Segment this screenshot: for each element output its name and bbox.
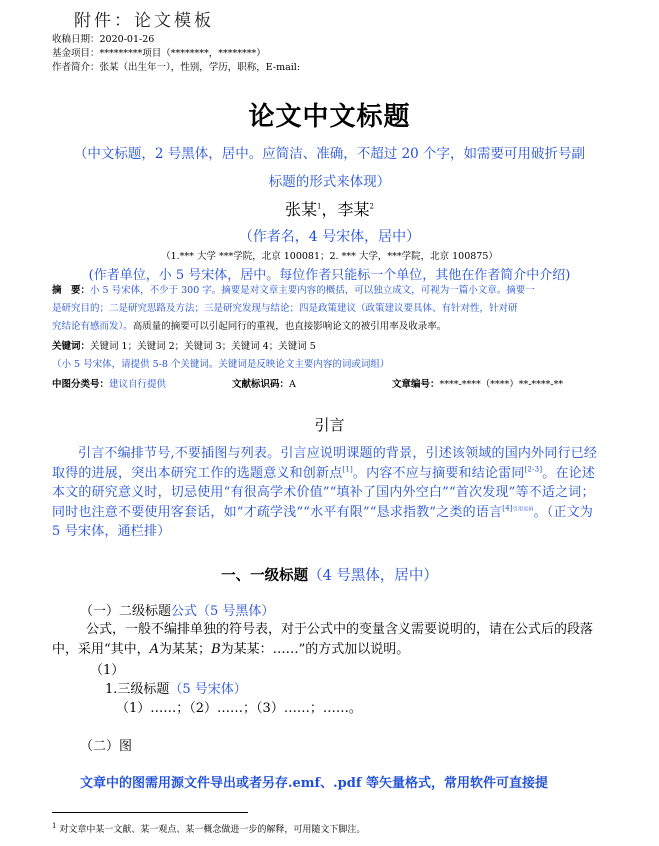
formula-text-2: 为某某； [159,641,212,657]
abstract-line1 [52,284,535,297]
author-intro-label: 作者简介： [52,62,100,73]
author-intro-line [52,61,300,74]
title-note-line1: （中文标题，2 号黑体，居中。应简洁、准确，不超过 20 个字，如需要可用破折号副 [73,146,586,162]
intro-heading: 引言 [314,416,345,434]
formula-text-1: 公式，一般不编排单独的符号表，对于公式中的变量含义需要说明的，请在公式后的段落中，采用“其中， [52,622,594,657]
keywords-note: （小 5 号宋体，请提供 5-8 个关键词。关键词是反映论文主要内容的词或词组） [52,359,390,370]
equation-number: （1） [90,663,125,678]
abstract-text-3-black: 高质量的摘要可以引起同行的重视，也直接影响论文的被引用率及收录率。 [132,321,447,332]
formula-paragraph [52,620,600,659]
paper-title: 论文中文标题 [248,102,411,132]
intro-paragraph [52,444,600,542]
author-note: （作者名，4 号宋体，居中） [238,229,421,245]
footnote-text: 对文章中某一文献、某一观点、某一概念做进一步的解释，可用随文下脚注。 [59,825,366,835]
clc-value: 建议自行提供 [109,379,167,390]
author-1: 张某 [285,200,318,219]
subsection-1-heading-line [80,600,274,619]
abstract-text-3-blue: 究结论有感而发）。 [52,321,133,332]
subsection-2-heading-text: （二）图 [80,739,133,754]
fund-line [52,47,266,60]
level-3-heading-line [105,678,247,697]
intro-text-4: 。（正文为 5 号宋体，通栏排） [52,504,594,539]
section-1-heading-line [0,564,659,585]
intro-text-2: 。内容不应与摘要和结论雷同 [352,465,525,481]
author-intro-value: 张某（出生年一），性别，学历，职称，E-mail: [99,62,301,73]
footnote-divider [52,812,248,813]
footnote [52,822,365,835]
abstract-line2: 是研究目的；二是研究思路及方法；三是研究发现与结论；四是政策建议（政策建议要具体、有针对性，针对研 [52,303,518,314]
author-2-sup: 2 [369,202,374,211]
article-no-value: ****-****（****）**-****-** [439,379,564,390]
var-b: B [211,641,221,657]
affiliation-note: (作者单位，小 5 号宋体，居中。每位作者只能标一个单位，其他在作者简介中介绍) [88,268,571,283]
subsection-2-heading [80,735,132,754]
received-date: 2020-01-26 [99,34,155,45]
received-label: 收稿日期： [52,34,100,45]
keywords-label: 关键词： [52,341,91,352]
keywords-line [52,340,316,353]
affiliation: （1.*** 大学 ***学院，北京 100081；2. *** 大学，***学院，北京 100875） [161,251,498,262]
intro-text-1: 引言不编排节号,不要插图与列表。引言应说明课题的背景，引述该领域的国内外同行已经取得的进展，突出本研究工作的选题意义和创新点 [52,446,598,481]
level-3-heading: 1.三级标题 [105,682,170,697]
abstract-line3 [52,320,446,333]
article-no-field [392,378,563,391]
section-1-heading: 一、一级标题 [221,568,309,584]
abstract-label: 摘 要： [52,285,91,296]
figure-note: 文章中的图需用源文件导出或者另存.emf、.pdf 等矢量格式，常用软件可直接提 [80,776,548,791]
formula-text-3: 为某某：……”的方式加以说明。 [220,641,410,657]
abstract-text-1: 小 5 号宋体，不少于 300 字。摘要是对文章主要内容的概括，可以独立成文，可视为一篇小文章。摘要一 [90,285,535,296]
intro-text-3: 。在论述本文的研究意义时，切忌使用“有很高学术价值”“填补了国内外空白”“首次发现”等不适之词；同时也注意不要使用客套话，如“才疏学浅”“水平有限”“恳求指教”之类的语言 [52,465,596,520]
article-no-label: 文章编号： [392,379,440,390]
author-names [0,197,659,220]
level-3-note: （5 号宋体） [169,682,247,697]
clc-label: 中图分类号： [52,379,110,390]
keywords-value: 关键词 1；关键词 2；关键词 3；关键词 4；关键词 5 [90,341,316,352]
footnote-mark: 1 [52,822,57,830]
ref-3-note: 引用页码 [512,506,534,513]
author-sep: ， [321,200,338,219]
doc-code-field [232,378,296,391]
subsection-1-heading: （一）二级标题 [80,604,172,619]
ref-3: [4] [502,504,513,513]
var-a: A [149,641,160,657]
ref-1: [1] [342,465,353,474]
received-date-line [52,33,154,46]
fund-label: 基金项目： [52,48,100,59]
fund-value: *********项目（********，********） [99,48,266,59]
title-note-line2: 标题的形式来体现） [268,174,391,190]
doc-code-label: 文献标识码： [232,379,290,390]
author-1-sup: 1 [317,202,322,211]
doc-code-value: A [289,379,296,390]
subsection-1-heading-blue: 公式（5 号黑体） [171,604,275,619]
author-2: 李某 [337,200,370,219]
ref-2: [2-3] [524,465,543,474]
clc-field [52,378,166,391]
attachment-header: 附件：论文模板 [74,11,214,31]
level-3-items: （1）……；（2）……；（3）……；……。 [116,701,362,716]
section-1-note: （4 号黑体，居中） [308,568,438,584]
